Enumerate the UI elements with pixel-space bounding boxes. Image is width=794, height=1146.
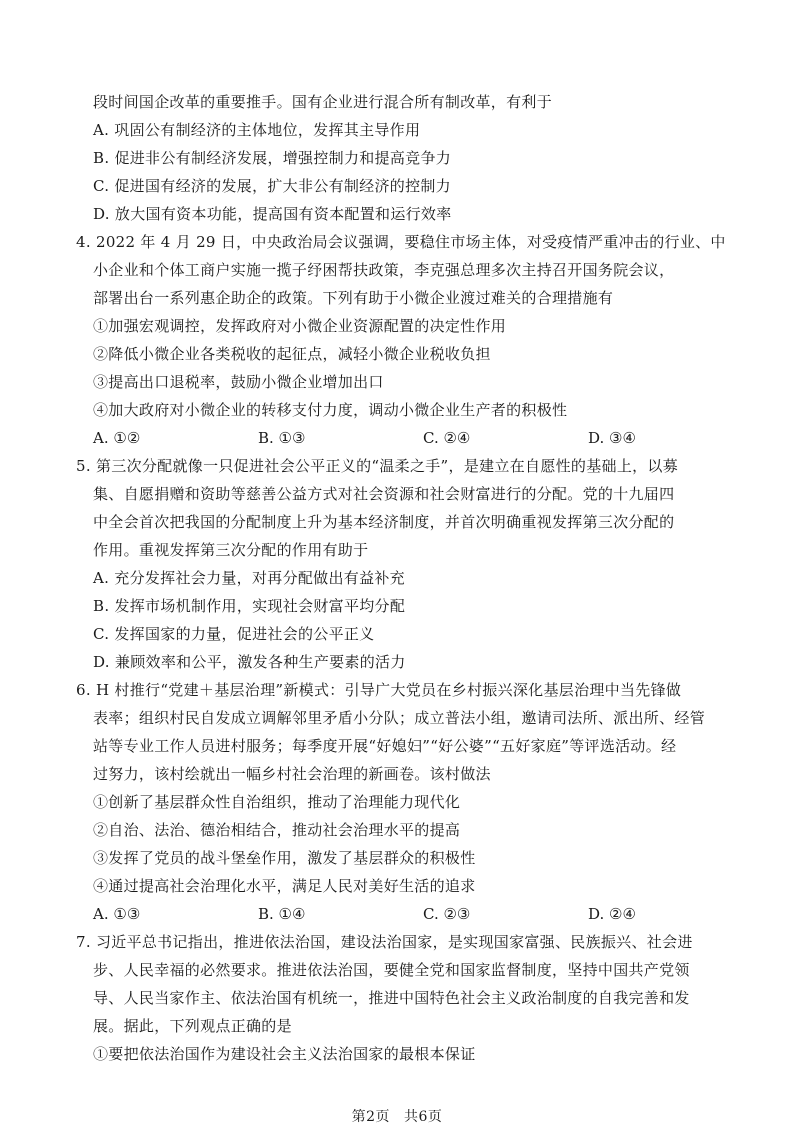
page-number: 第2页 xyxy=(351,1109,390,1125)
q5-option-d: D. 兼顾效率和公平，激发各种生产要素的活力 xyxy=(93,653,406,671)
q7-stem-line-4: 展。据此，下列观点正确的是 xyxy=(93,1017,292,1035)
q7-stem-line-3: 导、人民当家作主、依法治国有机统一，推进中国特色社会主义政治制度的自我完善和发 xyxy=(93,989,690,1007)
q5-stem-line-2: 集、自愿捐赠和资助等慈善公益方式对社会资源和社会财富进行的分配。党的十九届四 xyxy=(93,485,675,503)
q4-choice-d: D. ③④ xyxy=(588,429,636,447)
q3-option-b: B. 促进非公有制经济发展，增强控制力和提高竞争力 xyxy=(93,149,452,167)
q6-choice-d: D. ②④ xyxy=(588,905,636,923)
q4-choice-a: A. ①② xyxy=(93,429,141,447)
q5-stem-line-4: 作用。重视发挥第三次分配的作用有助于 xyxy=(93,541,369,559)
q7-stem-line-2: 步、人民幸福的必然要求。推进依法治国，要健全党和国家监督制度，坚持中国共产党领 xyxy=(93,961,690,979)
q5-option-a: A. 充分发挥社会力量，对再分配做出有益补充 xyxy=(93,569,405,587)
q6-item-4: ④通过提高社会治理化水平，满足人民对美好生活的追求 xyxy=(93,877,476,895)
q7-item-1: ①要把依法治国作为建设社会主义法治国家的最根本保证 xyxy=(93,1045,476,1063)
page-total: 共6页 xyxy=(404,1109,443,1125)
q6-item-2: ②自治、法治、德治相结合，推动社会治理水平的提高 xyxy=(93,821,461,839)
q4-item-3: ③提高出口退税率，鼓励小微企业增加出口 xyxy=(93,373,384,391)
q4-choice-c: C. ②④ xyxy=(423,429,471,447)
q6-item-3: ③发挥了党员的战斗堡垒作用，激发了基层群众的积极性 xyxy=(93,849,476,867)
q3-option-a: A. 巩固公有制经济的主体地位，发挥其主导作用 xyxy=(93,121,421,139)
q6-stem-line-4: 过努力，该村绘就出一幅乡村社会治理的新画卷。该村做法 xyxy=(93,765,491,783)
q4-stem-line-2: 小企业和个体工商户实施一揽子纾困帮扶政策，李克强总理多次主持召开国务院会议， xyxy=(93,261,675,279)
q3-stem-tail: 段时间国企改革的重要推手。国有企业进行混合所有制改革，有利于 xyxy=(93,93,553,111)
q4-item-2: ②降低小微企业各类税收的起征点，减轻小微企业税收负担 xyxy=(93,345,491,363)
q4-item-1: ①加强宏观调控，发挥政府对小微企业资源配置的决定性作用 xyxy=(93,317,507,335)
q5-option-c: C. 发挥国家的力量，促进社会的公平正义 xyxy=(93,625,375,643)
q6-stem-line-1: 6. H 村推行“党建＋基层治理”新模式：引导广大党员在乡村振兴深化基层治理中当先锋做 xyxy=(76,681,682,699)
q4-stem-line-1: 4. 2022 年 4 月 29 日，中央政治局会议强调，要稳住市场主体，对受疫情严重冲击的行业、中 xyxy=(76,233,726,251)
q6-stem-line-2: 表率；组织村民自发成立调解邻里矛盾小分队；成立普法小组，邀请司法所、派出所、经管 xyxy=(93,709,706,727)
q7-stem-line-1: 7. 习近平总书记指出，推进依法治国，建设法治国家，是实现国家富强、民族振兴、社会进 xyxy=(76,933,693,951)
q5-stem-line-3: 中全会首次把我国的分配制度上升为基本经济制度，并首次明确重视发挥第三次分配的 xyxy=(93,513,675,531)
page-footer xyxy=(0,1108,794,1126)
q3-option-d: D. 放大国有资本功能，提高国有资本配置和运行效率 xyxy=(93,205,452,223)
q6-item-1: ①创新了基层群众性自治组织，推动了治理能力现代化 xyxy=(93,793,461,811)
q6-stem-line-3: 站等专业工作人员进村服务；每季度开展“好媳妇”“好公婆”“五好家庭”等评选活动。经 xyxy=(93,737,677,755)
q6-choice-c: C. ②③ xyxy=(423,905,471,923)
q4-item-4: ④加大政府对小微企业的转移支付力度，调动小微企业生产者的积极性 xyxy=(93,401,568,419)
q4-stem-line-3: 部署出台一系列惠企助企的政策。下列有助于小微企业渡过难关的合理措施有 xyxy=(93,289,614,307)
q5-option-b: B. 发挥市场机制作用，实现社会财富平均分配 xyxy=(93,597,406,615)
q4-choice-b: B. ①③ xyxy=(258,429,306,447)
q6-choice-b: B. ①④ xyxy=(258,905,306,923)
q6-choice-a: A. ①③ xyxy=(93,905,141,923)
q3-option-c: C. 促进国有经济的发展，扩大非公有制经济的控制力 xyxy=(93,177,451,195)
q5-stem-line-1: 5. 第三次分配就像一只促进社会公平正义的“温柔之手”，是建立在自愿性的基础上，以募 xyxy=(76,457,679,475)
